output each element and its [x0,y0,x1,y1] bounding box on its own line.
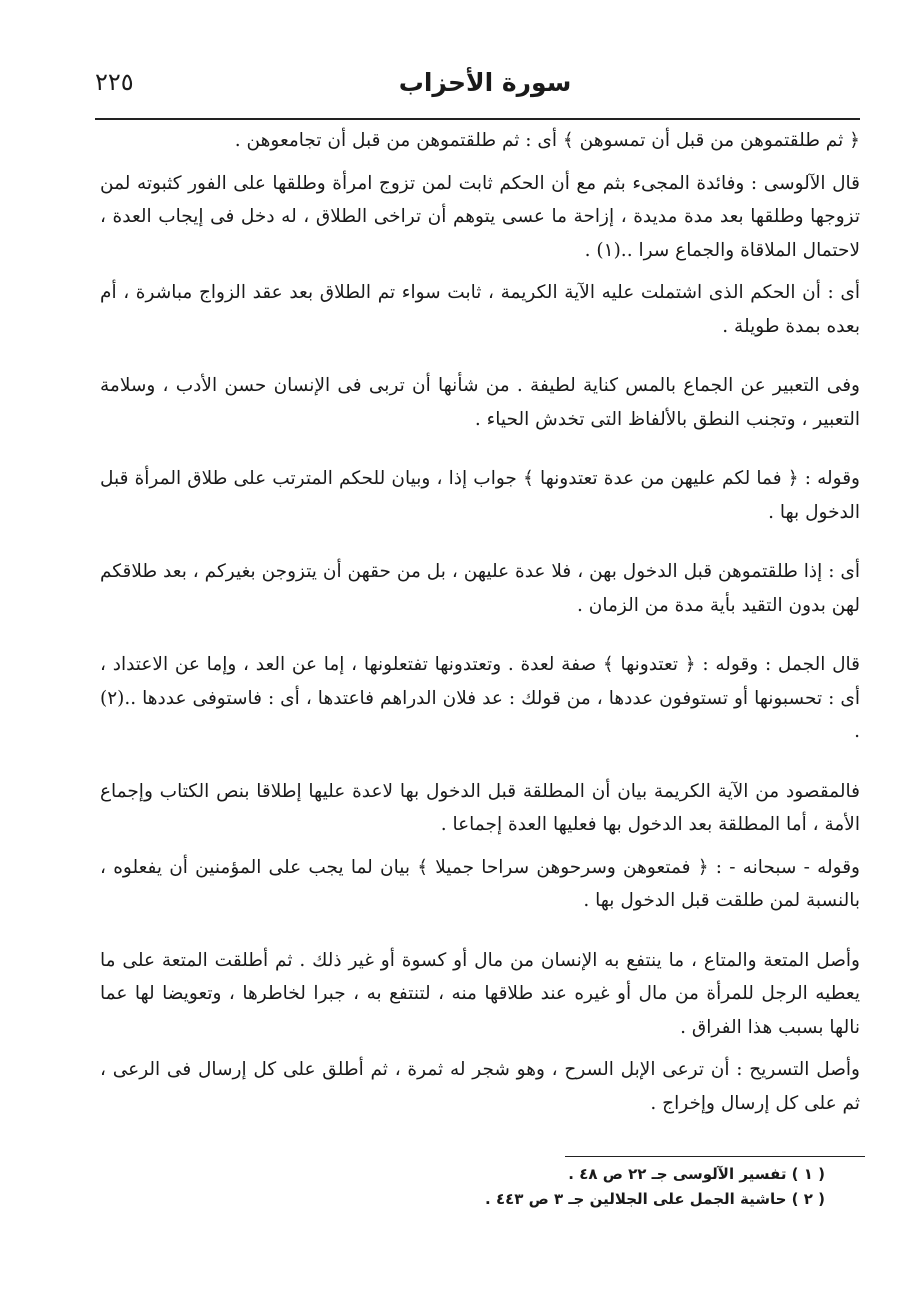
paragraph-jamal-quote: قال الجمل : وقوله : ﴿ تعتدونها ﴾ صفة لعدة . وتعتدونها تفتعلونها ، إما عن العد ، وإما عن الاعتداد ، أى : تحسبونها أو تستوفون عددها ، من قولك : عد فلان الدراهم فاعتدها ، أى : فاستوفى عددها ..(٢) . [100,654,860,742]
paragraph-mutah-definition: وأصل المتعة والمتاع ، ما ينتفع به الإنسان من مال أو كسوة أو غير ذلك . ثم أطلقت المتعة على ما يعطيه الرجل للمرأة من مال أو غيره عند طلاقها منه ، لتنتفع به ، جبرا لخاطرها ، وتعويضا لها عما نالها بسبب هذا الفراق . [100,949,860,1038]
footnotes [480,1162,825,1212]
paragraph-tasrih-definition: وأصل التسريح : أن ترعى الإبل السرح ، وهو شجر له ثمرة ، ثم أطلق على كل إرسال فى الرعى ، ثم على كل إرسال وإخراج . [100,1059,860,1114]
page-body [100,124,860,1129]
page-number: ٢٢٥ [95,68,134,96]
paragraph-consensus: فالمقصود من الآية الكريمة بيان أن المطلقة قبل الدخول بها لاعدة عليها إطلاقا بنص الكتاب وإجماع الأمة ، أما المطلقة بعد الدخول بها فعليها العدة إجماعا . [100,780,860,835]
paragraph-mutah-verse: وقوله - سبحانه - : ﴿ فمتعوهن وسرحوهن سراحا جميلا ﴾ بيان لما يجب على المؤمنين أن يفعلوه ، بالنسبة لمن طلقت قبل الدخول بها . [100,856,860,911]
paragraph-verse-quote: ﴿ ثم طلقتموهن من قبل أن تمسوهن ﴾ أى : ثم طلقتموهن من قبل أن تجامعوهن . [234,130,860,151]
footnote-divider [565,1156,865,1157]
paragraph-alusi-quote: قال الآلوسى : وفائدة المجىء بثم مع أن الحكم ثابت لمن تزوج امرأة وطلقها على الفور كثبوته لمن تزوجها وطلقها بعد مدة مديدة ، إزاحة ما عسى يتوهم أن تراخى الطلاق ، له دخل فى إيجاب العدة ، لاحتمال الملاقاة والجماع سرا ..(١) . [100,172,860,261]
footnote-2: ( ٢ ) حاشية الجمل على الجلالين جـ ٣ ص ٤٤٣ . [485,1190,825,1208]
paragraph-metaphor-note: وفى التعبير عن الجماع بالمس كناية لطيفة . من شأنها أن تربى فى الإنسان حسن الأدب ، وسلامة التعبير ، وتجنب النطق بالألفاظ التى تخدش الحياء . [100,375,860,430]
footnote-1: ( ١ ) تفسير الآلوسى جـ ٢٢ ص ٤٨ . [568,1165,825,1183]
page-header [95,60,860,110]
surah-title: سورة الأحزاب [398,68,572,97]
header-divider [95,118,860,120]
paragraph-iddah-verse: وقوله : ﴿ فما لكم عليهن من عدة تعتدونها ﴾ جواب إذا ، وبيان للحكم المترتب على طلاق المرأة قبل الدخول بها . [100,468,860,523]
paragraph-no-iddah: أى : إذا طلقتموهن قبل الدخول بهن ، فلا عدة عليهن ، بل من حقهن أن يتزوجن بغيركم ، بعد طلاقكم لهن بدون التقيد بأية مدة من الزمان . [100,561,860,616]
paragraph-ruling-explanation: أى : أن الحكم الذى اشتملت عليه الآية الكريمة ، ثابت سواء تم الطلاق بعد عقد الزواج مباشرة ، أم بعده بمدة طويلة . [100,282,860,337]
